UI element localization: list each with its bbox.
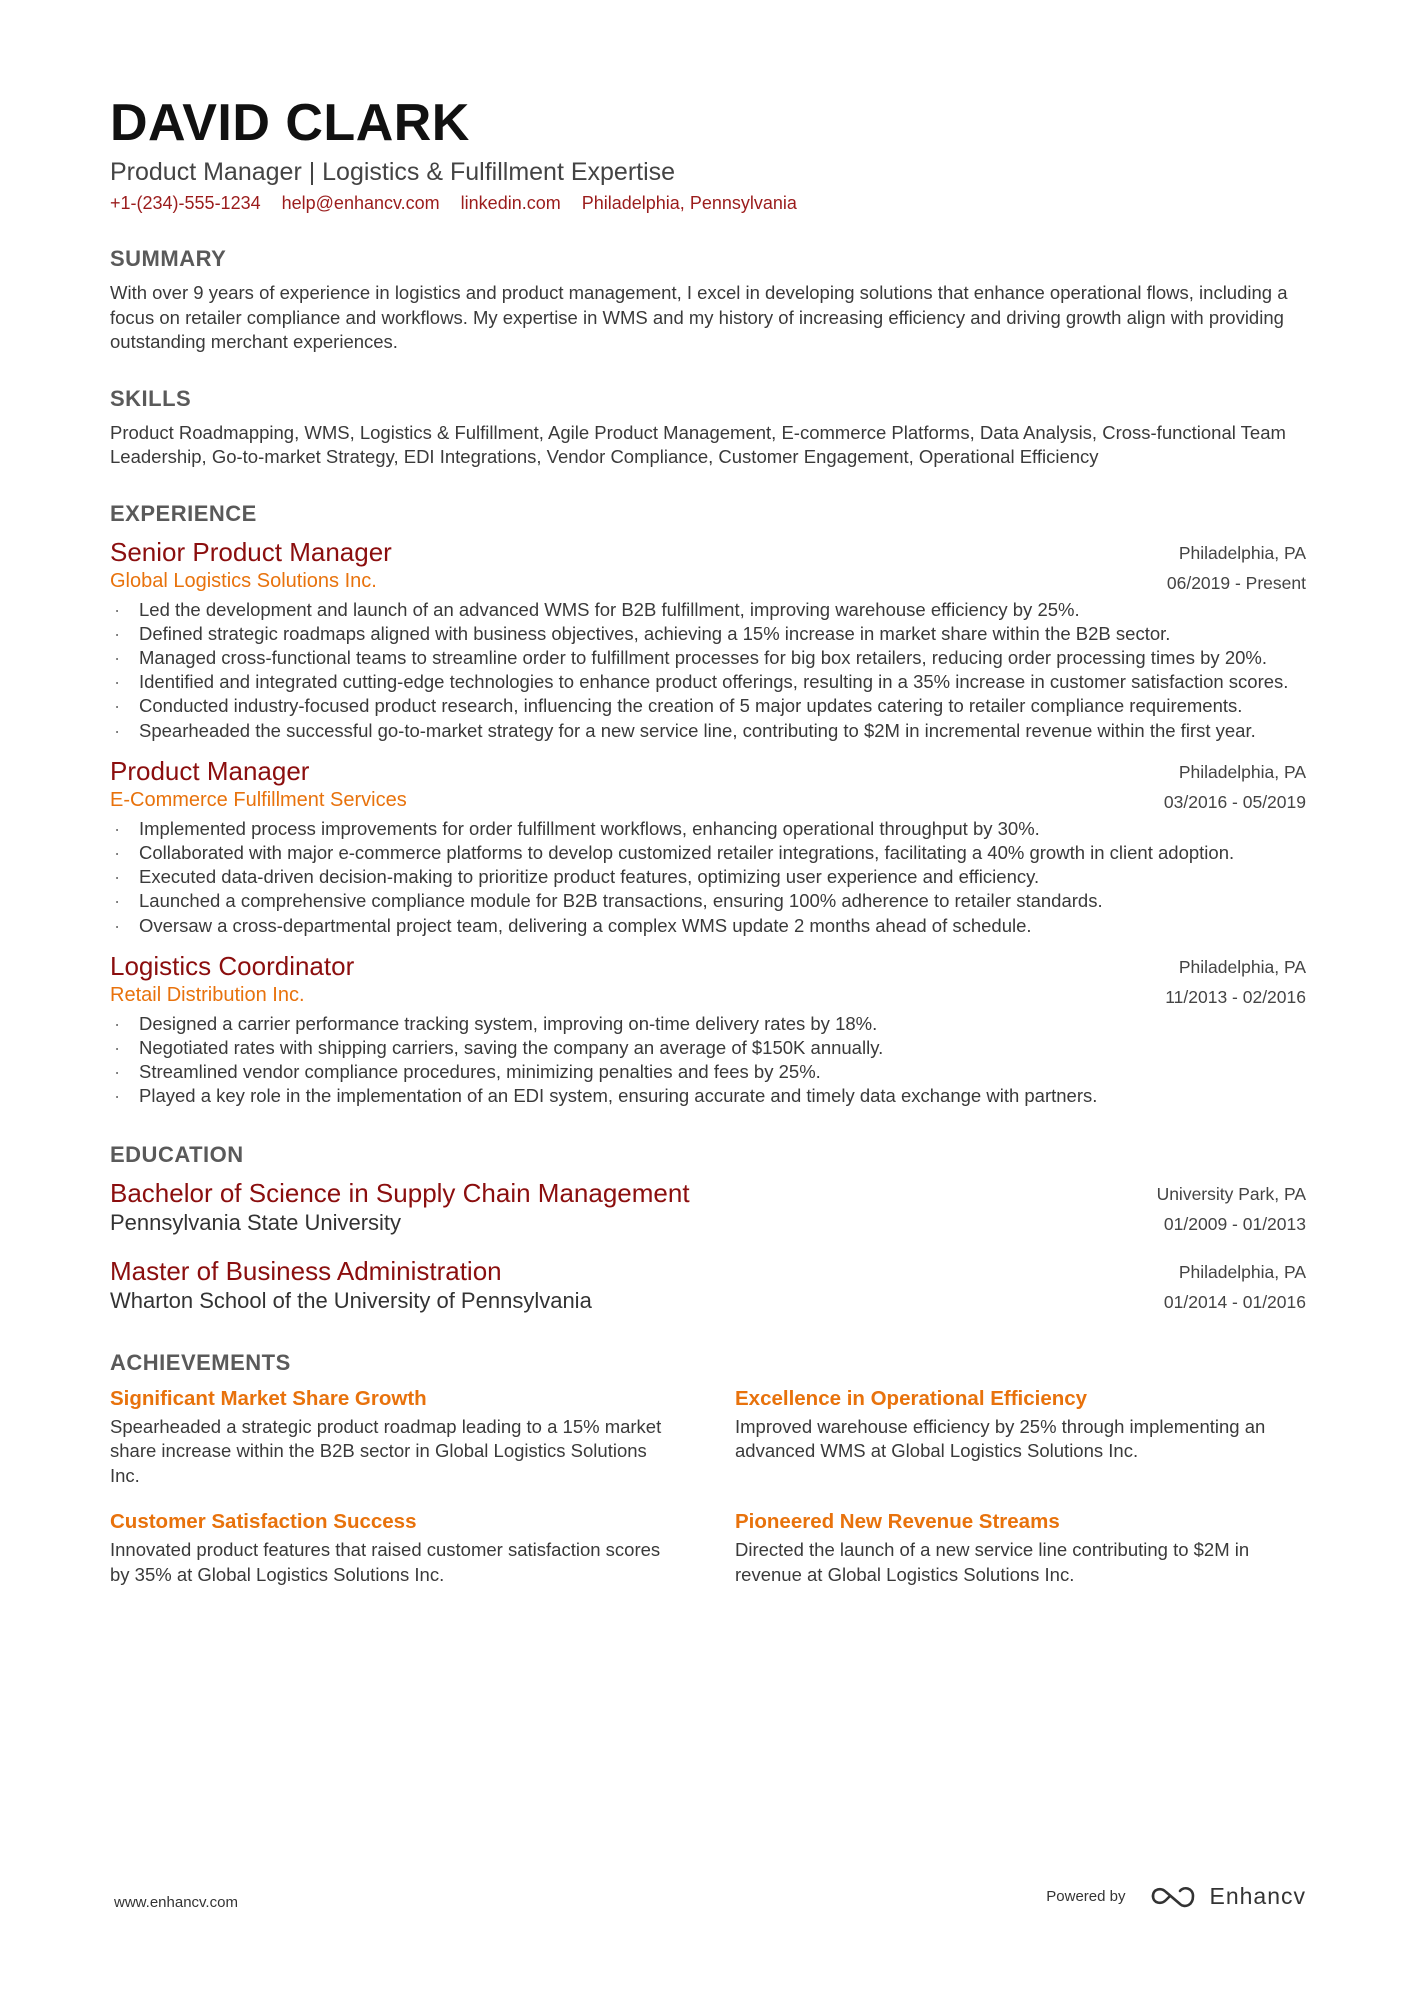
bullet-item: · Managed cross-functional teams to streamline order to fulfillment processes for big box retailers, reducing order processing times by 20%. xyxy=(110,646,1306,670)
job-meta xyxy=(1167,538,1306,598)
experience-entry xyxy=(110,536,1306,743)
achievement-desc: Spearheaded a strategic product roadmap leading to a 15% market share increase within the B2B sector in Global Logistics Solutions Inc. xyxy=(110,1415,662,1486)
bullet-dot-icon: · xyxy=(114,719,121,741)
bullet-item: · Played a key role in the implementation of an EDI system, ensuring accurate and timely data exchange with partners. xyxy=(110,1084,1306,1108)
experience-entry-header xyxy=(110,536,1306,594)
bullet-item: · Collaborated with major e-commerce platforms to develop customized retailer integrations, facilitating a 40% growth in client adoption. xyxy=(110,841,1306,865)
job-role: Logistics Coordinator xyxy=(110,950,355,981)
job-location: Philadelphia, PA xyxy=(1178,761,1306,782)
job-company: Global Logistics Solutions Inc. xyxy=(110,569,377,592)
bullet-item: · Designed a carrier performance tracking system, improving on-time delivery rates by 18%. xyxy=(110,1012,1306,1036)
footer-website[interactable]: www.enhancv.com xyxy=(114,1894,238,1911)
education-location: Philadelphia, PA xyxy=(1178,1261,1306,1282)
achievement-title: Excellence in Operational Efficiency xyxy=(735,1386,1088,1410)
experience-entry-header xyxy=(110,755,1306,813)
achievement-desc: Directed the launch of a new service line contributing to $2M in revenue at Global Logistics Solutions Inc. xyxy=(735,1539,1250,1585)
contact-email[interactable]: help@enhancv.com xyxy=(281,193,440,213)
bullet-item: · Implemented process improvements for order fulfillment workflows, enhancing operational throughput by 30%. xyxy=(110,817,1306,841)
bullet-dot-icon: · xyxy=(114,1036,121,1058)
contact-line xyxy=(110,191,1306,215)
education-entry xyxy=(110,1177,1306,1237)
education-entry-header xyxy=(110,1255,1306,1315)
bullet-item: · Launched a comprehensive compliance module for B2B transactions, ensuring 100% adherence to retailer standards. xyxy=(110,889,1306,913)
job-dates: 06/2019 - Present xyxy=(1166,572,1306,593)
degree-title: Master of Business Administration xyxy=(110,1255,502,1286)
resume-header xyxy=(110,95,1306,215)
job-role: Senior Product Manager xyxy=(110,536,392,567)
bullet-item: · Executed data-driven decision-making to prioritize product features, optimizing user experience and efficiency. xyxy=(110,865,1306,889)
section-title-achievements: ACHIEVEMENTS xyxy=(110,1349,291,1375)
bullet-item: · Defined strategic roadmaps aligned with business objectives, achieving a 15% increase in market share within the B2B sector. xyxy=(110,622,1306,646)
experience-section xyxy=(110,500,1306,1109)
experience-entry-header xyxy=(110,950,1306,1008)
experience-entry xyxy=(110,755,1306,938)
job-bullets xyxy=(110,1012,1306,1109)
skills-text: Product Roadmapping, WMS, Logistics & Fulfillment, Agile Product Management, E-commerce Platforms, Data Analysis, Cross-functional Team Leadership, Go-to-market Strategy, EDI Integrations, Vendor Compliance, Customer Engagement, Operational Efficiency xyxy=(110,421,1286,467)
bullet-item: · Conducted industry-focused product research, influencing the creation of 5 major updates catering to retailer compliance requirements. xyxy=(110,694,1306,718)
job-bullets xyxy=(110,598,1306,743)
education-meta xyxy=(1157,1179,1306,1239)
education-section xyxy=(110,1141,1306,1315)
bullet-dot-icon: · xyxy=(114,598,121,620)
bullet-item: · Identified and integrated cutting-edge technologies to enhance product offerings, resulting in a 35% increase in customer satisfaction scores. xyxy=(110,670,1306,694)
bullet-item: · Oversaw a cross-departmental project team, delivering a complex WMS update 2 months ahead of schedule. xyxy=(110,914,1306,938)
achievement-title: Pioneered New Revenue Streams xyxy=(735,1510,1060,1534)
candidate-name: DAVID CLARK xyxy=(110,94,470,152)
bullet-dot-icon: · xyxy=(114,695,121,717)
skills-section xyxy=(110,385,1306,470)
section-title-skills: SKILLS xyxy=(110,385,192,411)
section-title-summary: SUMMARY xyxy=(110,246,227,271)
job-dates: 03/2016 - 05/2019 xyxy=(1163,791,1306,812)
degree-title: Bachelor of Science in Supply Chain Management xyxy=(110,1177,690,1208)
education-entry-header xyxy=(110,1177,1306,1237)
education-entry xyxy=(110,1255,1306,1315)
achievement-title: Customer Satisfaction Success xyxy=(110,1510,417,1534)
achievement-item xyxy=(735,1385,1305,1489)
education-location: University Park, PA xyxy=(1156,1183,1306,1204)
bullet-item: · Led the development and launch of an advanced WMS for B2B fulfillment, improving warehouse efficiency by 25%. xyxy=(110,598,1306,622)
summary-section xyxy=(110,245,1306,355)
achievement-item xyxy=(735,1508,1305,1587)
bullet-dot-icon: · xyxy=(114,841,121,863)
powered-by-label: Powered by xyxy=(1046,1887,1126,1905)
bullet-dot-icon: · xyxy=(114,646,121,668)
section-title-experience: EXPERIENCE xyxy=(110,500,257,526)
bullet-dot-icon: · xyxy=(114,1061,121,1083)
job-company: E-Commerce Fulfillment Services xyxy=(110,788,407,811)
job-location: Philadelphia, PA xyxy=(1178,542,1306,563)
bullet-dot-icon: · xyxy=(114,817,121,839)
summary-text: With over 9 years of experience in logistics and product management, I excel in developing solutions that enhance operational flows, including a focus on retailer compliance and workflows. My expertise in WMS and my history of increasing efficiency and driving growth align with providing outstanding merchant experiences. xyxy=(110,282,1288,352)
job-company: Retail Distribution Inc. xyxy=(110,983,305,1006)
resume-page xyxy=(110,95,1306,1607)
job-dates: 11/2013 - 02/2016 xyxy=(1165,986,1306,1007)
achievement-item xyxy=(110,1385,680,1489)
bullet-item: · Negotiated rates with shipping carriers, saving the company an average of $150K annually. xyxy=(110,1036,1306,1060)
achievement-title: Significant Market Share Growth xyxy=(110,1386,427,1410)
brand-logo[interactable] xyxy=(1149,1882,1306,1910)
achievement-item xyxy=(110,1508,680,1587)
education-meta xyxy=(1164,1257,1306,1317)
headline: Product Manager | Logistics & Fulfillment Expertise xyxy=(110,158,676,186)
bullet-dot-icon: · xyxy=(114,671,121,693)
brand-name: Enhancv xyxy=(1209,1882,1306,1909)
job-meta xyxy=(1164,757,1306,817)
bullet-dot-icon: · xyxy=(114,866,121,888)
achievement-desc: Innovated product features that raised customer satisfaction scores by 35% at Global Logistics Solutions Inc. xyxy=(110,1539,661,1585)
contact-linkedin[interactable]: linkedin.com xyxy=(460,193,561,213)
education-dates: 01/2014 - 01/2016 xyxy=(1163,1291,1306,1312)
footer-branding xyxy=(1046,1882,1306,1910)
contact-phone[interactable]: +1-(234)-555-1234 xyxy=(110,193,261,213)
bullet-item: · Spearheaded the successful go-to-market strategy for a new service line, contributing to $2M in incremental revenue within the first year. xyxy=(110,719,1306,743)
achievement-desc: Improved warehouse efficiency by 25% through implementing an advanced WMS at Global Logistics Solutions Inc. xyxy=(735,1415,1266,1462)
job-location: Philadelphia, PA xyxy=(1178,956,1306,977)
section-title-education: EDUCATION xyxy=(110,1141,244,1167)
education-dates: 01/2009 - 01/2013 xyxy=(1163,1213,1306,1234)
achievements-grid xyxy=(110,1385,1306,1608)
school-name: Wharton School of the University of Pennsylvania xyxy=(110,1287,592,1313)
job-bullets xyxy=(110,817,1306,938)
school-name: Pennsylvania State University xyxy=(110,1209,402,1235)
bullet-dot-icon: · xyxy=(114,1085,121,1107)
bullet-dot-icon: · xyxy=(114,1012,121,1034)
achievements-section xyxy=(110,1349,1306,1608)
enhancv-logo-icon xyxy=(1149,1882,1197,1910)
job-meta xyxy=(1165,952,1306,1012)
experience-entry xyxy=(110,950,1306,1109)
bullet-item: · Streamlined vendor compliance procedures, minimizing penalties and fees by 25%. xyxy=(110,1060,1306,1084)
bullet-dot-icon: · xyxy=(114,914,121,936)
job-role: Product Manager xyxy=(110,755,310,786)
contact-location: Philadelphia, Pennsylvania xyxy=(581,193,797,213)
bullet-dot-icon: · xyxy=(114,622,121,644)
bullet-dot-icon: · xyxy=(114,890,121,912)
